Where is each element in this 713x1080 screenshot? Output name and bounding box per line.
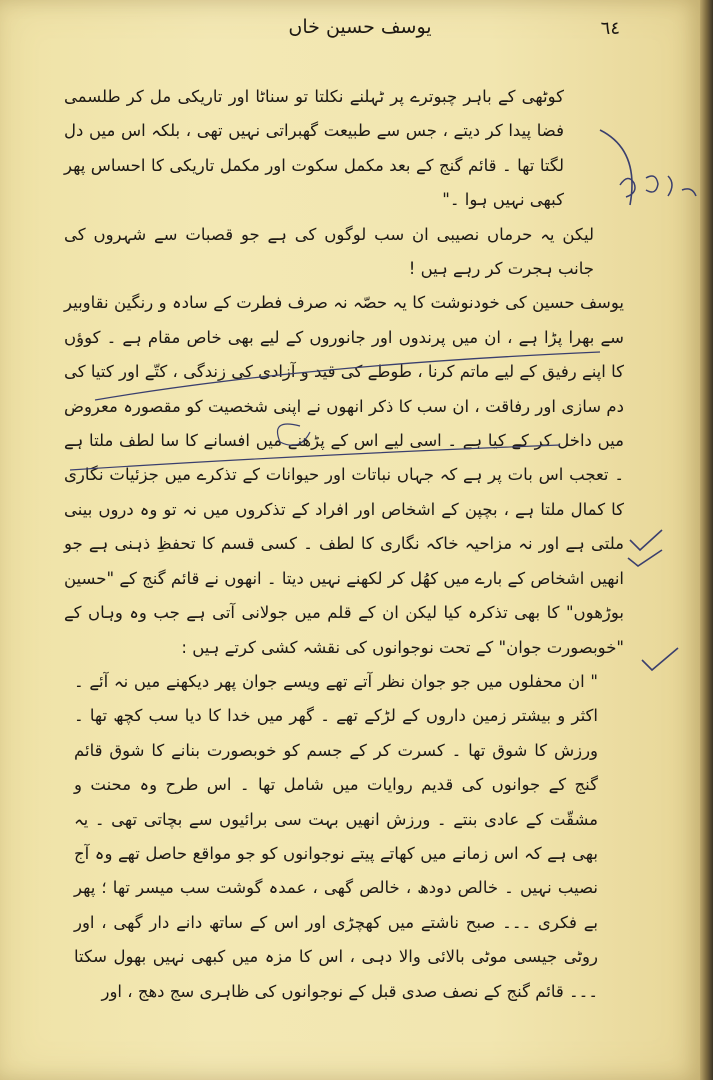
page-number: ٦٤: [600, 18, 620, 39]
running-title: یوسف حسین خاں: [288, 16, 432, 38]
body-text: [64, 80, 624, 1009]
page-edge: [700, 0, 713, 1080]
page-header: [0, 12, 700, 52]
paragraph-memoir-quote-end: کوٹھی کے باہر چبوترے پر ٹہلنے نکلتا تو سناٹا اور تاریکی مل کر طلسمی فضا پیدا کر دیتے ، جس سے طبیعت گھبراتی نہیں تھی ، بلکہ اس میں دل لگتا تھا ۔ قائم گنج کے بعد مکمل سکوت اور مکمل تاریکی کا احساس پھر کبھی نہیں ہوا ۔": [64, 87, 564, 210]
paragraph-migration: لیکن یہ حرماں نصیبی ان سب لوگوں کی ہے جو قصبات سے شہروں کی جانب ہجرت کر رہے ہیں !: [64, 224, 594, 279]
paragraph-analysis: یوسف حسین کی خودنوشت کا یہ حصّہ نہ صرف فطرت کے سادہ و رنگین نقاوبیر سے بھرا پڑا ہے ، ان میں پرندوں اور جانوروں کے لیے بھی خاص مقام ہے ۔ کوؤں کا اپنے رفیق کے لیے ماتم کرنا ، طوطے کی قید و آزادی کی زندگی ، کتّے اور کتیا کی دم سازی اور رفاقت ، ان سب کا ذکر انھوں نے اپنی شخصیت کو مقصورہ معروض میں داخل کر کے کیا ہے ۔ اسی لیے اس کے پڑھنے میں افسانے کا سا لطف ملتا ہے ۔ تعجب اس بات پر ہے کہ جہاں نباتات اور حیوانات کے تذکرے میں جزئیات نگاری کا کمال ملتا ہے ، بچپن کے اشخاص اور افراد کے تذکروں میں نہ تو وہ دروں بینی ملتی ہے اور نہ مزاحیہ خاکہ نگاری کا لطف ۔ کسی قسم کا تحفظِ ذہنی ہے جو انھیں اشخاص کے بارے میں کھُل کر لکھنے نہیں دیتا ۔ انھوں نے قائم گنج کے "حسین بوڑھوں" کا بھی تذکرہ کیا لیکن ان کے قلم میں جولانی آتی ہے جب وہ وہاں کے "خوبصورت جوان" کے تحت نوجوانوں کی نقشہ کشی کرتے ہیں :: [64, 293, 624, 657]
paragraph-block-quote: " ان محفلوں میں جو جوان نظر آتے تھے ویسے جوان پھر دیکھنے میں نہ آئے ۔ اکثر و بیشتر زمین داروں کے لڑکے تھے ۔ گھر میں خدا کا دیا سب کچھ تھا ۔ ورزش کا شوق تھا ۔ کسرت کر کے جسم کو خوبصورت بنانے کا شوق قائم گنج کے جوانوں کی قدیم روایات میں شامل تھا ۔ اس طرح وہ محنت و مشقّت کے عادی بنتے ۔ ورزش انھیں بہت سی برائیوں سے بچاتی تھی ۔ یہ بھی ہے کہ اس زمانے میں کھاتے پیتے نوجوانوں کو جو مواقع حاصل تھے وہ آج نصیب نہیں ۔ خالص دودھ ، خالص گھی ، عمدہ گوشت سب میسر تھا ؛ پھر بے فکری ۔۔۔ صبح ناشتے میں کھچڑی اور اس کے ساتھ دانے دار گھی ، اور روٹی جیسی موٹی بالائی والا دہی ، اس کا مزہ میں کبھی نہیں بھول سکتا ۔۔۔ قائم گنج کے نصف صدی قبل کے نوجوانوں کی ظاہری سج دھج ، اور: [74, 671, 598, 1001]
